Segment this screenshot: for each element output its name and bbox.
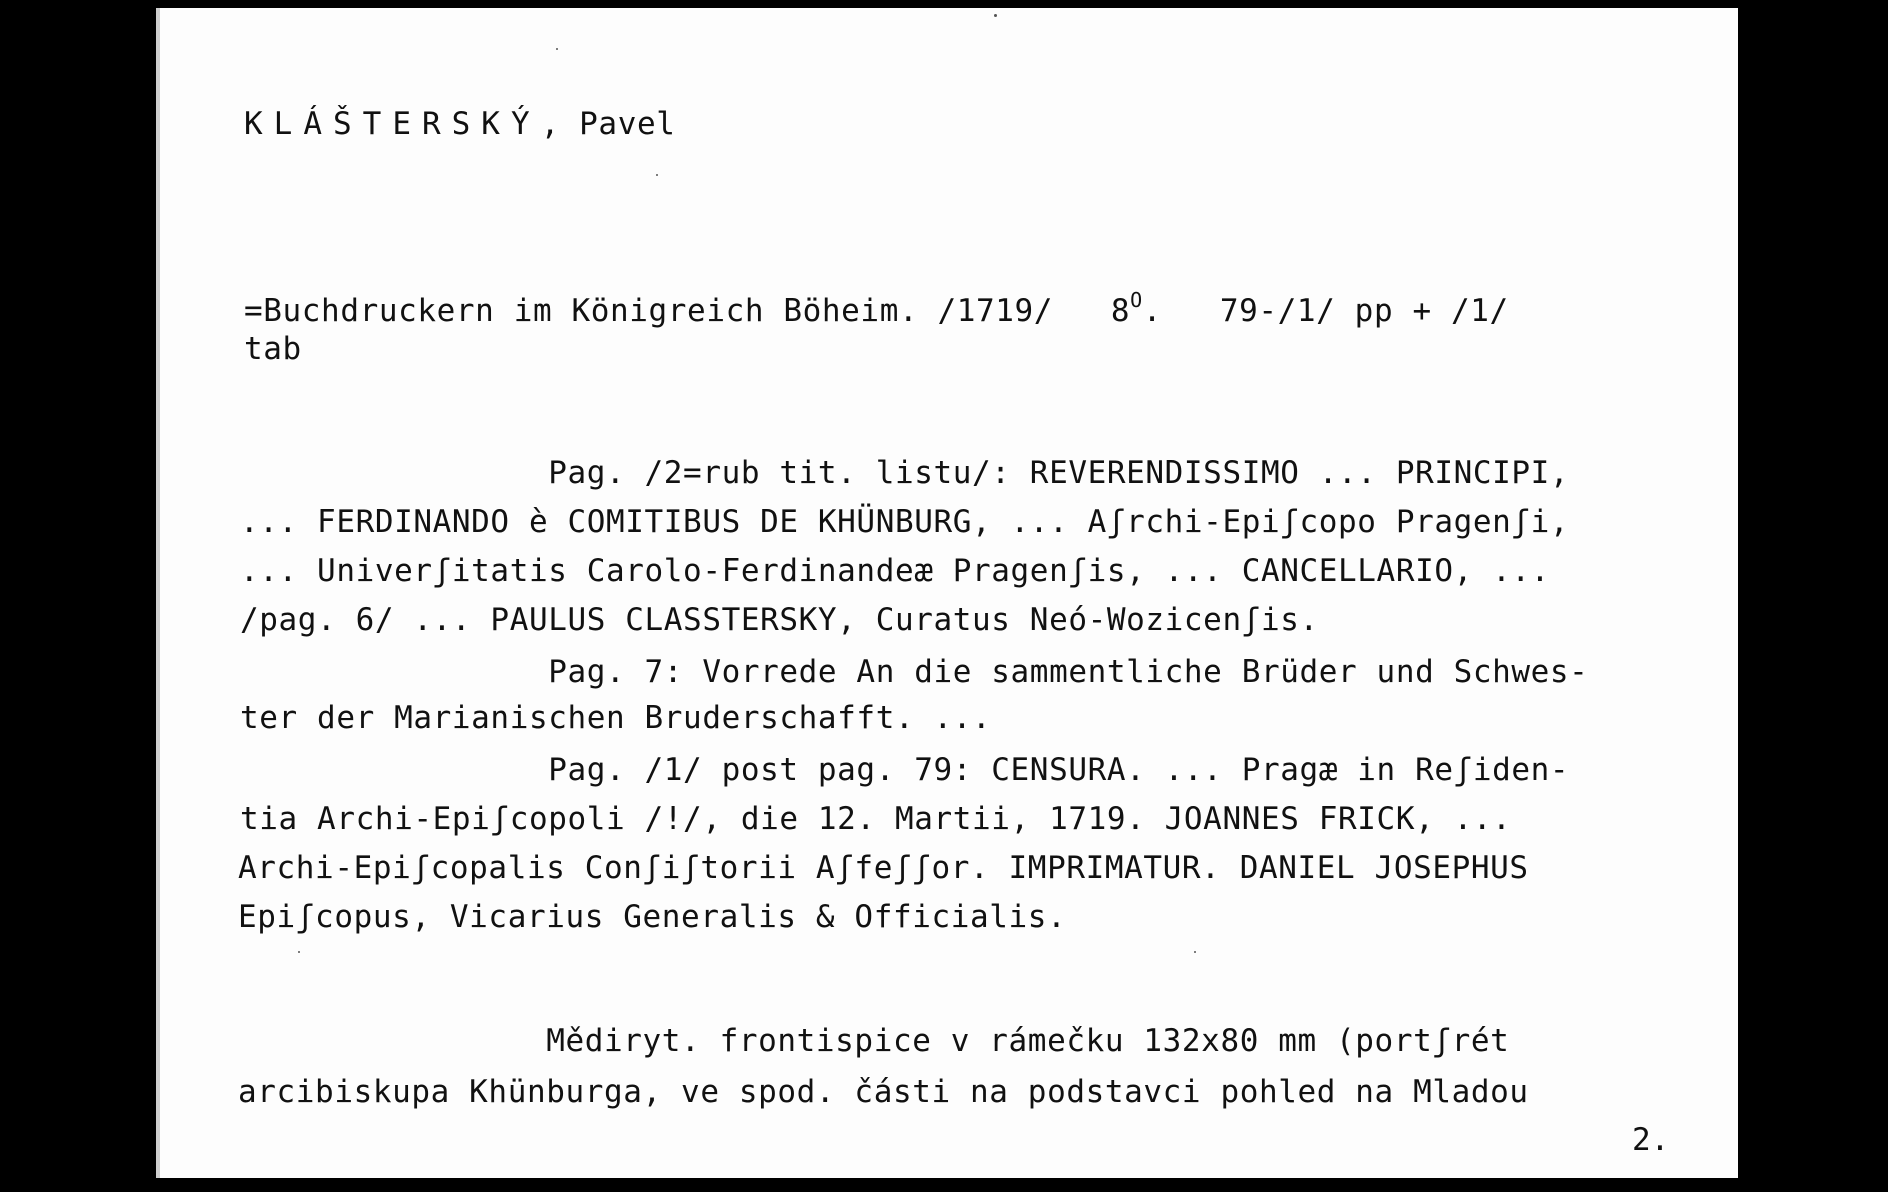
dust-speck (298, 951, 300, 953)
note-line: Epiʃcopus, Vicarius Generalis & Officialis. (238, 899, 1067, 935)
dust-speck (1194, 951, 1196, 953)
page-number: 2. (1632, 1122, 1670, 1158)
author-given-name: , Pavel (540, 106, 676, 142)
note-line: Pag. /1/ post pag. 79: CENSURA. ... Pragæ in Reʃiden- (240, 752, 1570, 788)
note-line: Pag. 7: Vorrede An die sammentliche Brüder und Schwes- (240, 654, 1589, 690)
note-line: ... FERDINANDO è COMITIBUS DE KHÜNBURG, ... Aʃrchi-Epiʃcopo Pragenʃi, (240, 504, 1570, 540)
title-text: =Buchdruckern im Königreich Böheim. /1719/ 8 (244, 293, 1131, 329)
note-line: ... Univerʃitatis Carolo-Ferdinandeæ Pragenʃis, ... CANCELLARIO, ... (240, 553, 1550, 589)
note-line: tia Archi-Epiʃcopoli /!/, die 12. Martii, 1719. JOANNES FRICK, ... (240, 801, 1512, 837)
dust-speck (556, 48, 558, 50)
note-line: Pag. /2=rub tit. listu/: REVERENDISSIMO ... PRINCIPI, (240, 455, 1570, 491)
pagination-text: . 79-/1/ pp + /1/ (1142, 293, 1509, 329)
note-line: Archi-Epiʃcopalis Conʃiʃtorii Aʃfeʃʃor. IMPRIMATUR. DANIEL JOSEPHUS (238, 850, 1529, 886)
author-surname: KLÁŠTERSKÝ (244, 106, 541, 142)
title-line-2: tab (244, 331, 302, 367)
dust-speck (656, 174, 658, 176)
dust-speck (994, 14, 997, 17)
catalog-card (156, 8, 1738, 1178)
note-line: arcibiskupa Khünburga, ve spod. části na podstavci pohled na Mladou (238, 1074, 1529, 1110)
title-line-1 (244, 282, 1509, 329)
note-line: Mědiryt. frontispice v rámečku 132x80 mm (portʃrét (238, 1023, 1510, 1059)
format-superscript: O (1130, 288, 1143, 312)
note-line: /pag. 6/ ... PAULUS CLASSTERSKY, Curatus Neó-Wozicenʃis. (240, 602, 1319, 638)
note-line: ter der Marianischen Bruderschafft. ... (240, 700, 992, 736)
scan-border-right (1738, 0, 1888, 1192)
card-heading (244, 106, 676, 142)
